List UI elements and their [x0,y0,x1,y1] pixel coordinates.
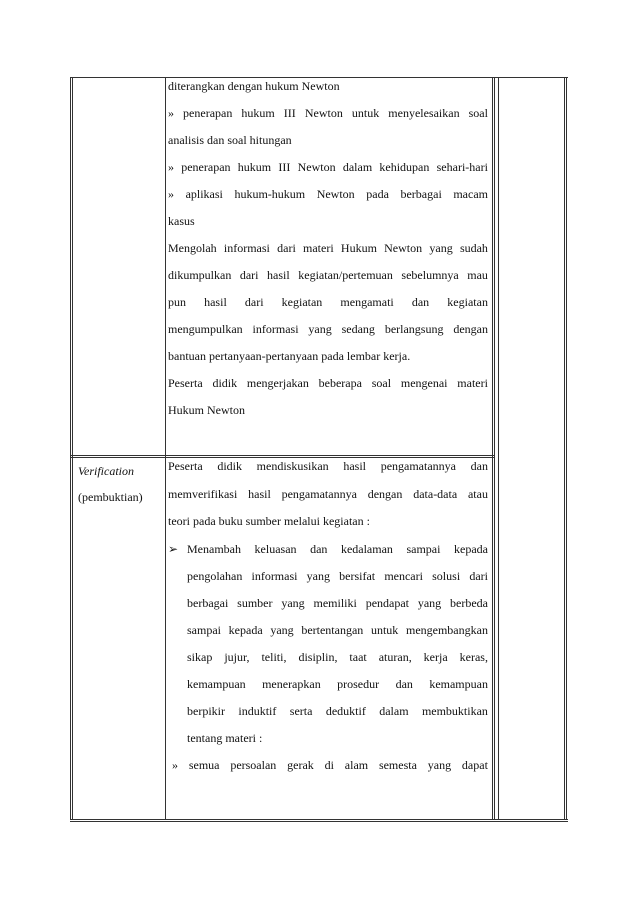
bullet-text-line: Menambah keluasan dan kedalaman sampai kepada [187,542,488,556]
bullet-text-line: sampai kepada yang bertentangan untuk mengembangkan [187,623,488,637]
text-line: Hukum Newton [168,403,245,417]
text-line: memverifikasi hasil pengamatannya dengan data-data atau [168,487,488,501]
text-line: » semua persoalan gerak di alam semesta yang dapat [172,758,488,772]
bullet-text-line: berpikir induktif serta deduktif dalam membuktikan [187,704,488,718]
text-line: diterangkan dengan hukum Newton [168,79,340,93]
text-line: pun hasil dari kegiatan mengamati dan kegiatan [168,295,488,309]
text-line: mengumpulkan informasi yang sedang berlangsung dengan [168,322,488,336]
column-divider [165,78,166,819]
text-line: teori pada buku sumber melalui kegiatan : [168,514,370,528]
bullet-text-line: pengolahan informasi yang bersifat mencari solusi dari [187,569,488,583]
column-divider [498,78,499,819]
text-line: » aplikasi hukum-hukum Newton pada berbagai macam [168,187,488,201]
text-line: Peserta didik mendiskusikan hasil pengamatannya dan [168,459,488,473]
bullet-text-line: berbagai sumber yang memiliki pendapat yang berbeda [187,596,488,610]
bullet-text-line: sikap jujur, teliti, disiplin, taat aturan, kerja keras, [187,650,488,664]
text-line: analisis dan soal hitungan [168,133,292,147]
text-line: » penerapan hukum III Newton untuk menyelesaikan soal [168,106,488,120]
bullet-text-line: tentang materi : [187,731,263,745]
text-line: Peserta didik mengerjakan beberapa soal mengenai materi [168,376,488,390]
text-line: dikumpulkan dari hasil kegiatan/pertemuan sebelumnya mau [168,268,488,282]
text-line: » penerapan hukum III Newton dalam kehidupan sehari-hari [168,160,488,174]
column-divider [492,78,495,819]
bullet-arrow-icon: ➢ [168,542,179,556]
bullet-text-line: kemampuan menerapkan prosedur dan kemampuan [187,677,488,691]
text-line: kasus [168,214,195,228]
text-line: Mengolah informasi dari materi Hukum Newton yang sudah [168,241,488,255]
text-line: bantuan pertanyaan-pertanyaan pada lembar kerja. [168,349,411,363]
verification-label: Verification [78,464,134,478]
table-left-border [70,78,73,819]
table-right-border [564,78,567,819]
verification-sub-label: (pembuktian) [78,490,143,504]
